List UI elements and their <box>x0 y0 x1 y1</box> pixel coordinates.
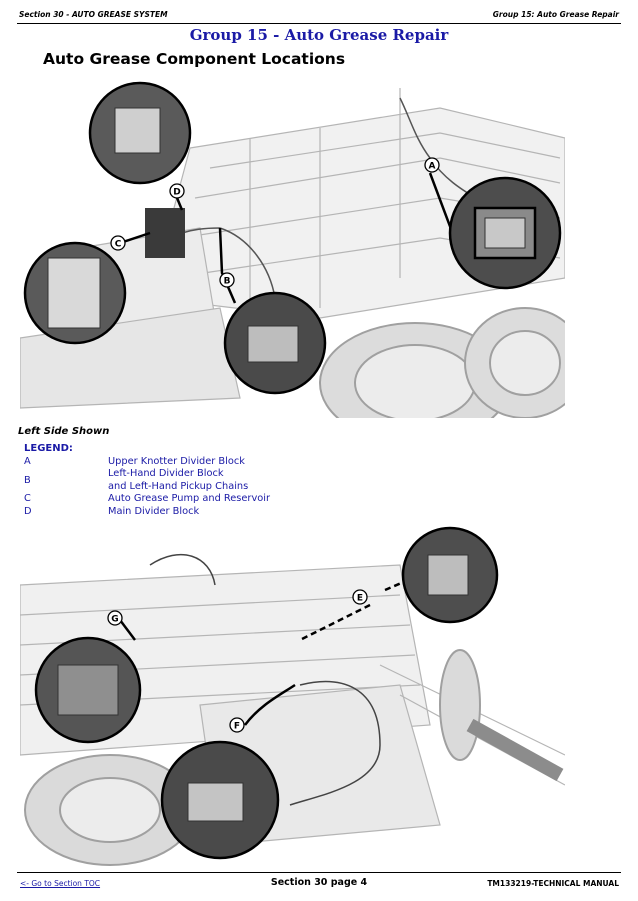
legend-text: Left-Hand Divider Block <box>108 468 224 479</box>
detail-circle-c <box>25 243 125 343</box>
callout-a <box>425 158 439 172</box>
callout-b-label: B <box>223 276 231 287</box>
legend-key: D <box>24 506 32 517</box>
callout-c <box>111 236 125 250</box>
detail-circle-b <box>225 293 325 393</box>
component-locations-figure-bottom <box>20 525 565 870</box>
baler-illustration-right-side <box>20 525 565 870</box>
callout-e-label: E <box>356 593 364 604</box>
legend-key: B <box>24 475 31 486</box>
legend-key: C <box>24 493 31 504</box>
baler-illustration-left-side <box>20 78 565 418</box>
callout-e <box>353 590 367 604</box>
callout-g <box>108 611 122 625</box>
callout-d-label: D <box>173 187 181 198</box>
callout-b <box>220 273 234 287</box>
page-number: Section 30 page 4 <box>270 877 368 888</box>
legend-key: A <box>24 456 31 467</box>
detail-circle-d <box>90 83 190 183</box>
callout-g-label: G <box>111 614 119 625</box>
page-title: Group 15 - Auto Grease Repair <box>189 26 449 44</box>
detail-circle-e <box>403 528 497 622</box>
detail-circle-f <box>162 742 278 858</box>
legend-title: LEGEND: <box>24 443 73 454</box>
callout-f-label: F <box>233 721 241 732</box>
callout-c-label: C <box>114 239 122 250</box>
header-group: Group 15: Auto Grease Repair <box>492 10 619 19</box>
page-footer <box>17 872 621 893</box>
header-section: Section 30 - AUTO GREASE SYSTEM <box>19 10 168 19</box>
manual-id: TM133219-TECHNICAL MANUAL <box>487 879 619 888</box>
page-header <box>17 7 621 24</box>
detail-circle-a <box>450 178 560 288</box>
component-locations-figure-top <box>20 78 565 418</box>
callout-a-label: A <box>428 161 436 172</box>
detail-circle-g <box>36 638 140 742</box>
legend-text: and Left-Hand Pickup Chains <box>108 481 249 492</box>
go-to-section-toc-link[interactable]: <- Go to Section TOC <box>20 879 101 888</box>
legend-text: Upper Knotter Divider Block <box>108 456 245 467</box>
callout-d <box>170 184 184 198</box>
legend-text: Auto Grease Pump and Reservoir <box>108 493 271 504</box>
callout-f <box>230 718 244 732</box>
figure-caption: Left Side Shown <box>18 426 110 437</box>
legend-text: Main Divider Block <box>108 506 200 517</box>
section-subtitle: Auto Grease Component Locations <box>43 50 346 68</box>
